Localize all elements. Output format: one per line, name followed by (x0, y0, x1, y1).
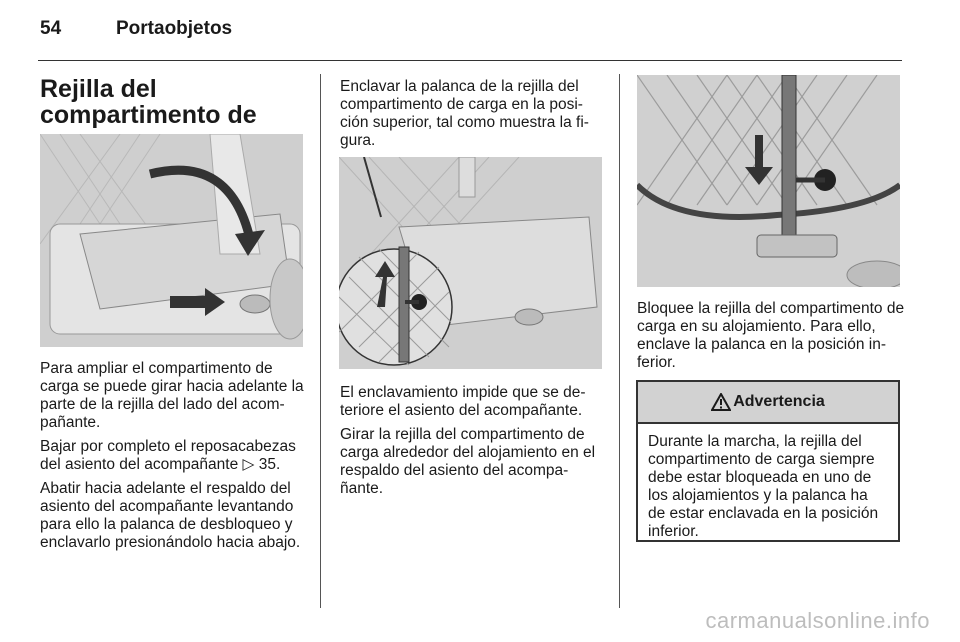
grille-lever-illustration (339, 157, 602, 369)
paragraph (40, 438, 306, 474)
section-title: Portaobjetos (116, 18, 233, 39)
grille-lock-illustration (637, 75, 900, 287)
watermark: carmanualsonline.info (705, 608, 930, 633)
column-divider (619, 74, 620, 608)
paragraph: Para ampliar el compartimento de carga se puede girar hacia adelante la parte de la rejilla del lado del acom-pañante. (40, 360, 304, 431)
paragraph: Enclavar la palanca de la rejilla del compartimento de carga en la posi-ción superior, tal como muestra la fi-gura. (340, 78, 589, 149)
paragraph-text: Bajar por completo el reposacabezas del asiento del acompañante (40, 438, 296, 473)
column-right-text (637, 300, 905, 378)
article-heading: Rejilla del compartimento de (40, 75, 257, 129)
page-number: 54 (40, 18, 62, 39)
paragraph: Girar la rejilla del compartimento de carga alrededor del alojamiento en el respaldo del asiento del acompa-ñante. (340, 426, 596, 497)
column-middle-text-top (340, 78, 606, 156)
warning-triangle-icon (711, 393, 731, 411)
warning-text: Durante la marcha, la rejilla del compartimento de carga siempre debe estar bloqueada en uno de los alojamientos y la palanca ha de estar enclavada en la posición inferior. (648, 433, 879, 540)
column-divider (320, 74, 321, 608)
column-middle-text-bottom (340, 384, 606, 504)
warning-title: Advertencia (733, 393, 825, 410)
header-rule (38, 60, 902, 61)
page-reference: 35. (258, 456, 281, 473)
page-reference-icon: ▷ (242, 456, 255, 473)
warning-box (636, 380, 900, 542)
paragraph: Abatir hacia adelante el respaldo del asiento del acompañante levantando para ello la palanca de desbloqueo y enclavarlo presionándolo hacia abajo. (40, 480, 301, 551)
column-left-text (40, 360, 306, 558)
paragraph: El enclavamiento impide que se de-teriore el asiento del acompañante. (340, 384, 586, 419)
paragraph: Bloquee la rejilla del compartimento de carga en su alojamiento. Para ello, enclave la palanca en la posición in-ferior. (637, 300, 905, 371)
seat-fold-illustration (40, 134, 303, 347)
warning-header (638, 382, 898, 424)
